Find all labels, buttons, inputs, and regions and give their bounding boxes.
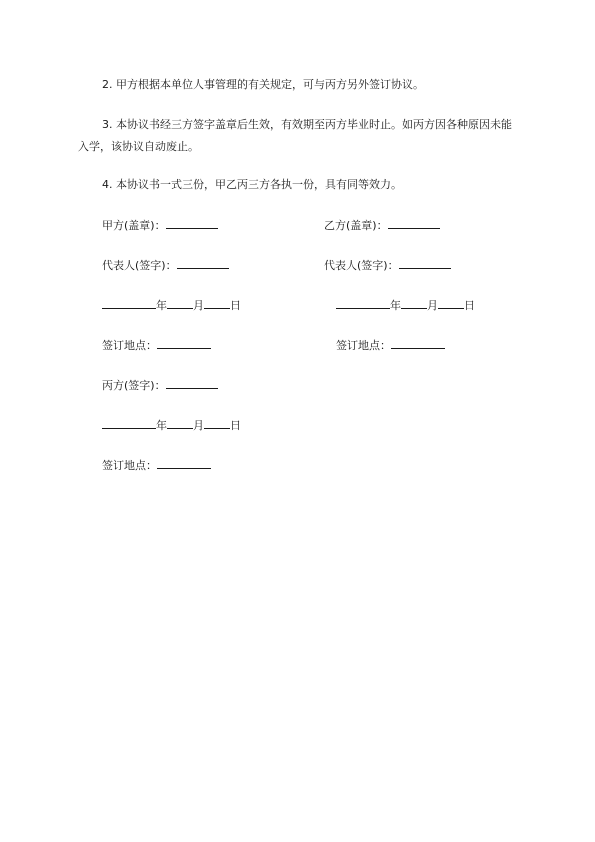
clause-4: 4. 本协议书一式三份，甲乙丙三方各执一份，具有同等效力。 <box>102 178 402 191</box>
party-a-seal-line <box>102 216 218 234</box>
party-a-month-field[interactable] <box>167 296 193 309</box>
party-c-date-line <box>102 416 241 434</box>
party-c-month-label: 月 <box>193 419 204 432</box>
party-a-place-line <box>102 336 211 354</box>
party-b-rep-label: 代表人(签字)： <box>324 259 399 272</box>
party-c-place-field[interactable] <box>157 456 211 469</box>
party-b-rep-line <box>324 256 451 274</box>
party-b-seal-line <box>324 216 440 234</box>
party-c-sign-field[interactable] <box>166 376 218 389</box>
party-c-place-label: 签订地点： <box>102 459 157 472</box>
party-c-month-field[interactable] <box>167 416 193 429</box>
party-a-rep-field[interactable] <box>177 256 229 269</box>
party-a-seal-field[interactable] <box>166 216 218 229</box>
party-c-year-label: 年 <box>156 419 167 432</box>
party-b-month-label: 月 <box>427 299 438 312</box>
clause-3: 3. 本协议书经三方签字盖章后生效，有效期至丙方毕业时止。如丙方因各种原因未能入学，该协议自动废止。 <box>78 118 512 153</box>
party-b-place-label: 签订地点： <box>336 339 391 352</box>
party-b-date-line <box>336 296 475 314</box>
party-a-year-label: 年 <box>156 299 167 312</box>
party-c-year-field[interactable] <box>102 416 156 429</box>
party-a-year-field[interactable] <box>102 296 156 309</box>
party-c-sign-label: 丙方(签字)： <box>102 379 166 392</box>
party-a-day-label: 日 <box>230 299 241 312</box>
party-b-place-field[interactable] <box>391 336 445 349</box>
party-b-day-label: 日 <box>464 299 475 312</box>
party-a-rep-line <box>102 256 229 274</box>
party-c-sign-line <box>102 376 218 394</box>
party-a-place-label: 签订地点： <box>102 339 157 352</box>
party-c-place-line <box>102 456 211 474</box>
party-a-day-field[interactable] <box>204 296 230 309</box>
party-b-year-label: 年 <box>390 299 401 312</box>
party-c-day-field[interactable] <box>204 416 230 429</box>
party-a-place-field[interactable] <box>157 336 211 349</box>
party-b-year-field[interactable] <box>336 296 390 309</box>
party-b-seal-field[interactable] <box>388 216 440 229</box>
party-b-day-field[interactable] <box>438 296 464 309</box>
party-a-date-line <box>102 296 241 314</box>
party-a-seal-label: 甲方(盖章)： <box>102 219 166 232</box>
party-b-place-line <box>336 336 445 354</box>
party-b-month-field[interactable] <box>401 296 427 309</box>
party-b-rep-field[interactable] <box>399 256 451 269</box>
party-a-month-label: 月 <box>193 299 204 312</box>
party-b-seal-label: 乙方(盖章)： <box>324 219 388 232</box>
party-a-rep-label: 代表人(签字)： <box>102 259 177 272</box>
clause-2: 2. 甲方根据本单位人事管理的有关规定，可与丙方另外签订协议。 <box>102 78 424 91</box>
party-c-day-label: 日 <box>230 419 241 432</box>
